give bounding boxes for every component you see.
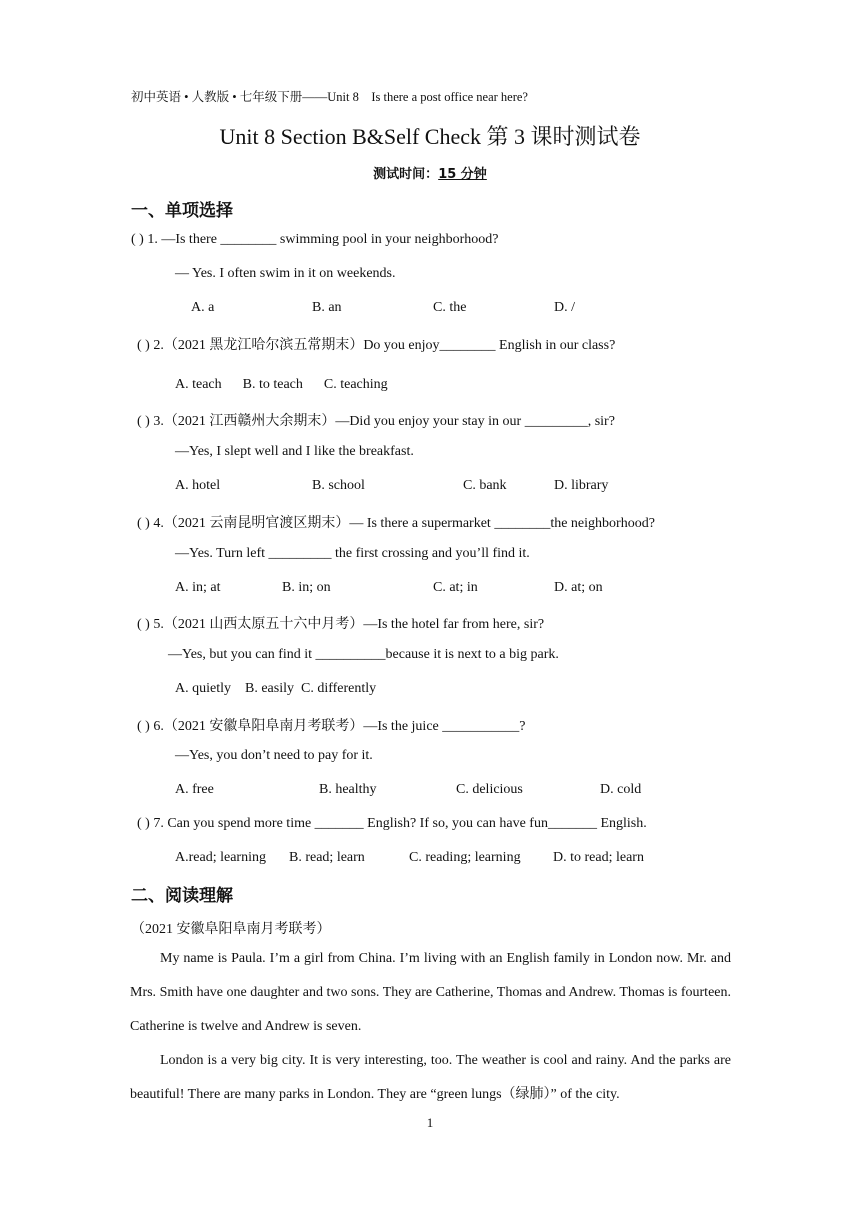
option-b: B. an — [312, 300, 342, 315]
question-7-options — [0, 850, 860, 870]
question-3-response: —Yes, I slept well and I like the breakfast. — [175, 444, 414, 459]
question-3-options — [0, 478, 860, 498]
question-1-options — [0, 300, 860, 320]
question-6-response: —Yes, you don’t need to pay for it. — [175, 748, 373, 763]
question-3-stem: ( ) 3.（2021 江西赣州大余期末）—Did you enjoy your stay in our _________, sir? — [137, 414, 615, 429]
passage-paragraph-2: London is a very big city. It is very interesting, too. The weather is cool and rainy. And the parks are beautiful! There are many parks in London. They are “green lungs（绿肺）” of the city. — [130, 1053, 731, 1102]
running-header: 初中英语 • 人教版 • 七年级下册——Unit 8 Is there a post office near here? — [131, 90, 528, 104]
option-d: D. library — [554, 478, 609, 493]
passage-paragraph-1: My name is Paula. I’m a girl from China. I’m living with an English family in London now. Mr. and Mrs. Smith have one daughter and two sons. They are Catherine, Thomas and Andrew. Thomas is fourteen. Catherine is twelve and Andrew is seven. — [130, 951, 731, 1034]
option-d: D. cold — [600, 782, 642, 797]
test-time-label: 测试时间： — [373, 167, 439, 182]
question-1-stem: ( ) 1. —Is there ________ swimming pool in your neighborhood? — [131, 232, 499, 247]
test-time-value: 15 分钟 — [438, 167, 487, 182]
option-a: A.read; learning — [175, 850, 266, 865]
question-4-response: —Yes. Turn left _________ the first crossing and you’ll find it. — [175, 546, 530, 561]
option-c: C. the — [433, 300, 467, 315]
question-5-response: —Yes, but you can find it __________because it is next to a big park. — [168, 647, 559, 662]
option-b: B. school — [312, 478, 365, 493]
option-a: A. free — [175, 782, 214, 797]
test-time — [0, 163, 860, 182]
question-7-stem: ( ) 7. Can you spend more time _______ English? If so, you can have fun_______ English. — [137, 816, 647, 831]
page-number: 1 — [426, 1115, 434, 1130]
question-5-stem: ( ) 5.（2021 山西太原五十六中月考）—Is the hotel far from here, sir? — [137, 617, 545, 632]
option-a: A. hotel — [175, 478, 221, 493]
question-6-stem: ( ) 6.（2021 安徽阜阳阜南月考联考）—Is the juice ___________? — [137, 719, 526, 734]
question-5-options: A. quietly B. easily C. differently — [175, 681, 377, 696]
question-6-options — [0, 782, 860, 802]
question-4-stem: ( ) 4.（2021 云南昆明官渡区期末）— Is there a supermarket ________the neighborhood? — [137, 516, 655, 531]
question-4-options — [0, 580, 860, 600]
option-d: D. / — [554, 300, 575, 315]
question-2-options: A. teach B. to teach C. teaching — [175, 377, 388, 392]
option-c: C. at; in — [433, 580, 478, 595]
option-a: A. in; at — [175, 580, 221, 595]
passage-source: （2021 安徽阜阳阜南月考联考） — [131, 922, 331, 937]
question-1-response: — Yes. I often swim in it on weekends. — [175, 266, 396, 281]
section-heading-reading: 二、阅读理解 — [131, 886, 233, 906]
option-d: D. to read; learn — [553, 850, 644, 865]
option-c: C. reading; learning — [409, 850, 521, 865]
question-2-stem: ( ) 2.（2021 黑龙江哈尔滨五常期末）Do you enjoy________ English in our class? — [137, 338, 616, 353]
option-a: A. a — [191, 300, 215, 315]
option-c: C. bank — [463, 478, 507, 493]
option-b: B. read; learn — [289, 850, 365, 865]
page-title: Unit 8 Section B&Self Check 第 3 课时测试卷 — [219, 124, 641, 149]
option-c: C. delicious — [456, 782, 523, 797]
option-b: B. healthy — [319, 782, 377, 797]
option-d: D. at; on — [554, 580, 603, 595]
option-b: B. in; on — [282, 580, 331, 595]
section-heading-multiple-choice: 一、单项选择 — [131, 201, 233, 221]
